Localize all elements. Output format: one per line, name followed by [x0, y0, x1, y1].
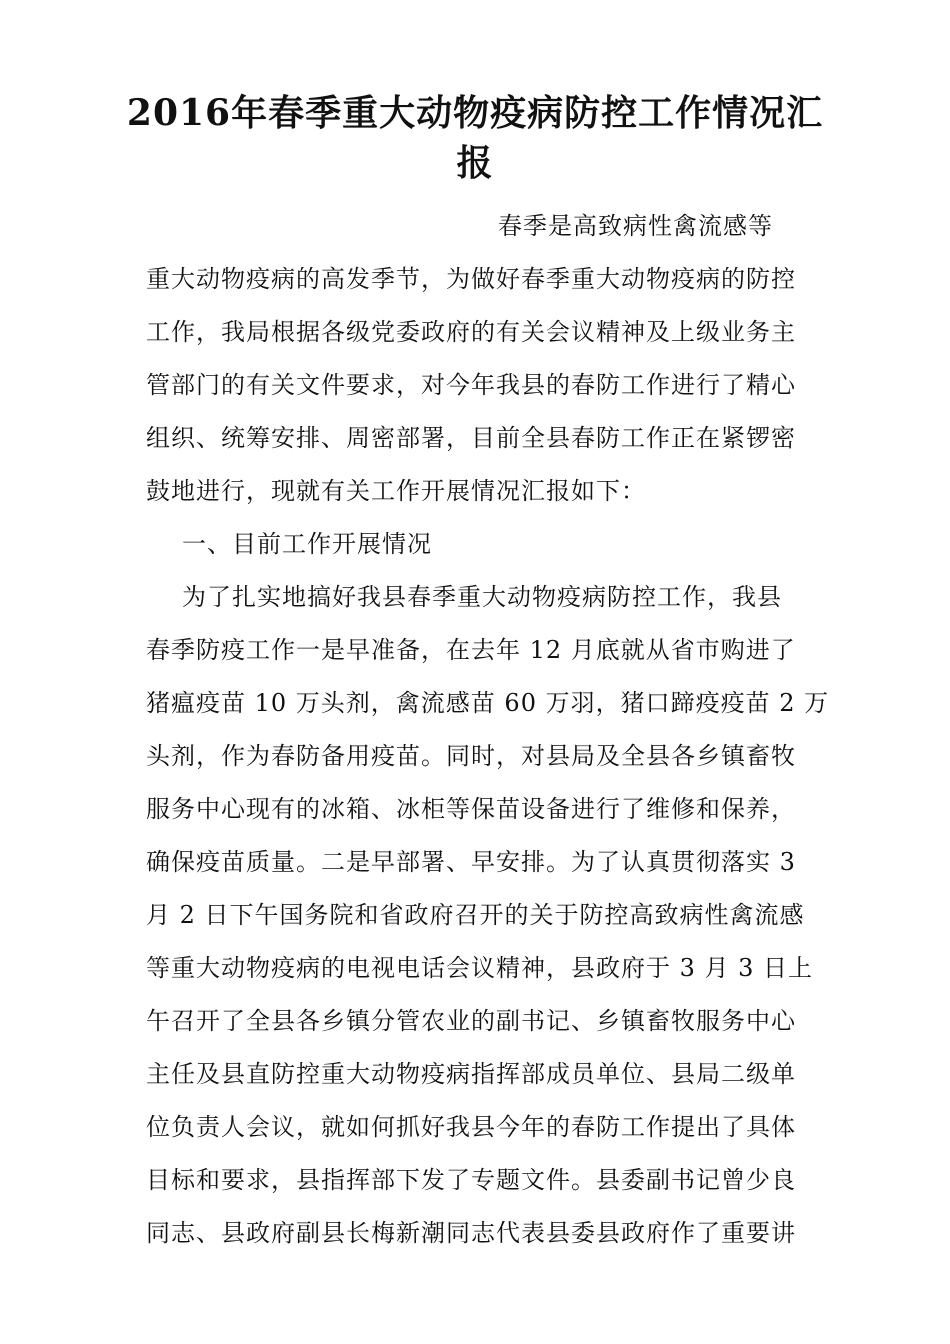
body-line: 午召开了全县各乡镇分管农业的副书记、乡镇畜牧服务中心 — [146, 1007, 796, 1035]
body-line: 工作，我局根据各级党委政府的有关会议精神及上级业务主 — [146, 318, 796, 346]
section-heading: 一、目前工作开展情况 — [182, 530, 432, 558]
body-line: 春季防疫工作一是早准备，在去年 12 月底就从省市购进了 — [146, 636, 796, 664]
body-line: 同志、县政府副县长梅新潮同志代表县委县政府作了重要讲 — [146, 1219, 796, 1247]
body-line: 鼓地进行，现就有关工作开展情况汇报如下： — [146, 477, 646, 505]
body-line: 位负责人会议，就如何抓好我县今年的春防工作提出了具体 — [146, 1113, 796, 1141]
body-line: 猪瘟疫苗 10 万头剂，禽流感苗 60 万羽，猪口蹄疫疫苗 2 万 — [146, 689, 830, 717]
body-line: 重大动物疫病的高发季节，为做好春季重大动物疫病的防控 — [146, 265, 796, 293]
body-line: 月 2 日下午国务院和省政府召开的关于防控高致病性禽流感 — [146, 901, 805, 929]
body-line: 服务中心现有的冰箱、冰柜等保苗设备进行了维修和保养， — [146, 795, 796, 823]
body-line: 春季是高致病性禽流感等 — [498, 212, 773, 240]
body-line: 为了扎实地搞好我县春季重大动物疫病防控工作，我县 — [182, 583, 782, 611]
body-line: 等重大动物疫病的电视电话会议精神，县政府于 3 月 3 日上 — [146, 954, 814, 982]
document-body — [146, 200, 830, 1260]
title-line: 报 — [456, 142, 494, 184]
body-line: 组织、统筹安排、周密部署，目前全县春防工作正在紧锣密 — [146, 424, 796, 452]
body-line: 主任及县直防控重大动物疫病指挥部成员单位、县局二级单 — [146, 1060, 796, 1088]
body-line: 确保疫苗质量。二是早部署、早安排。为了认真贯彻落实 3 — [146, 848, 796, 876]
document-title — [120, 88, 830, 188]
body-line: 管部门的有关文件要求，对今年我县的春防工作进行了精心 — [146, 371, 796, 399]
title-line: 2016年春季重大动物疫病防控工作情况汇 — [126, 92, 824, 134]
body-line: 目标和要求，县指挥部下发了专题文件。县委副书记曾少良 — [146, 1166, 796, 1194]
body-line: 头剂，作为春防备用疫苗。同时，对县局及全县各乡镇畜牧 — [146, 742, 796, 770]
